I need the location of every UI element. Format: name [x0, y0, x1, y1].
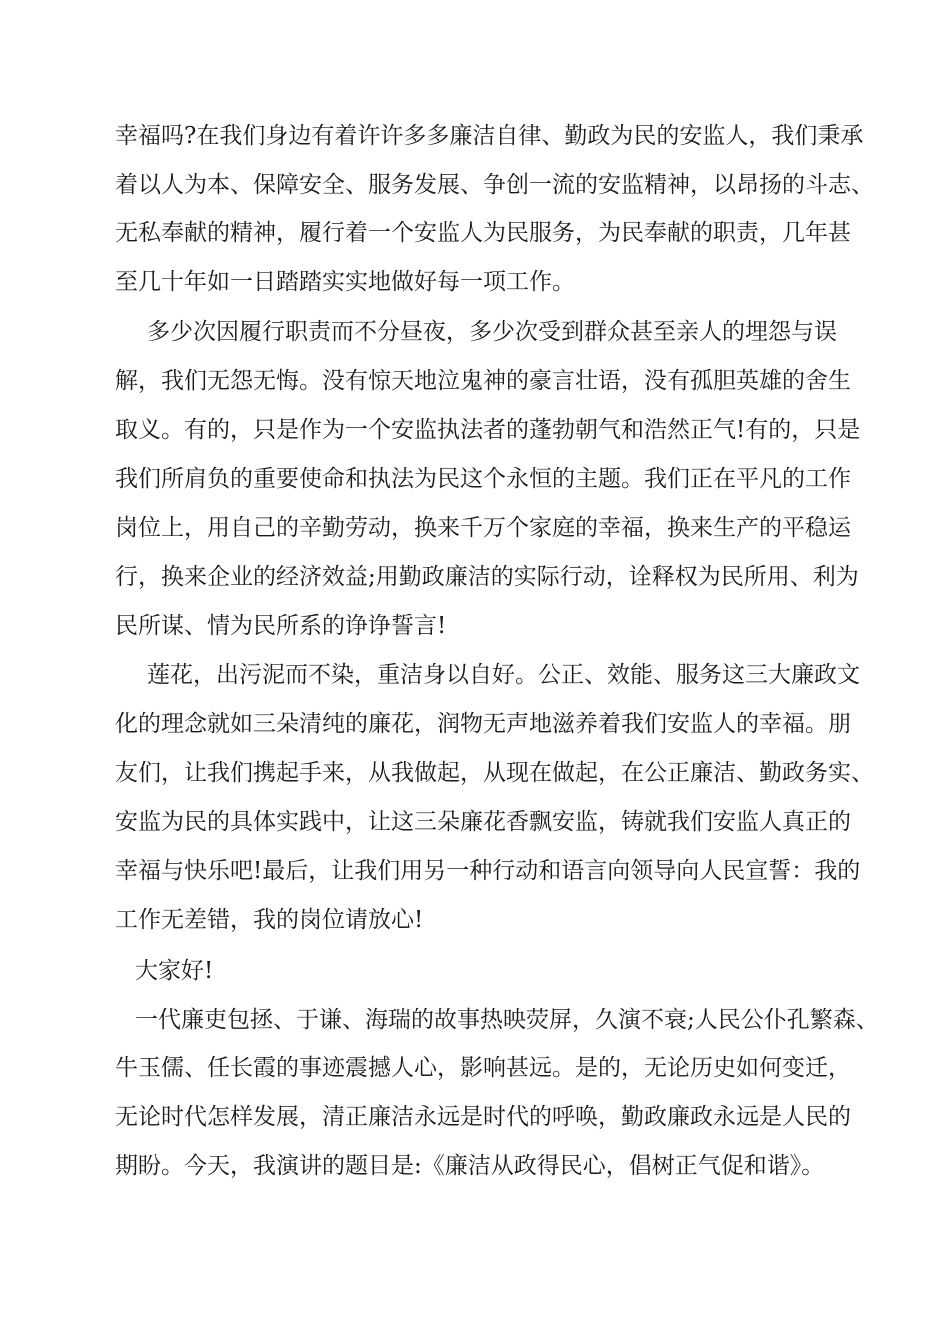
text-line: 取义。有的，只是作为一个安监执法者的蓬勃朝气和浩然正气!有的，只是	[115, 417, 861, 443]
text-line: 牛玉儒、任长霞的事迹震撼人心，影响甚远。是的，无论历史如何变迁，	[115, 1055, 851, 1081]
text-line: 民所谋、情为民所系的诤诤誓言!	[115, 613, 447, 639]
greeting-line: 大家好!	[135, 958, 214, 984]
text-line: 无论时代怎样发展，清正廉洁永远是时代的呼唤，勤政廉政永远是人民的	[115, 1104, 851, 1130]
text-line: 幸福吗?在我们身边有着许许多多廉洁自律、勤政为民的安监人，我们秉承	[115, 123, 864, 149]
text-line: 莲花，出污泥而不染，重洁身以自好。公正、效能、服务这三大廉政文	[147, 662, 860, 688]
text-line: 行，换来企业的经济效益;用勤政廉洁的实际行动，诠释权为民所用、利为	[115, 564, 859, 590]
text-line: 工作无差错，我的岗位请放心!	[115, 907, 424, 933]
text-line: 幸福与快乐吧!最后，让我们用另一种行动和语言向领导向人民宣誓：我的	[115, 858, 861, 884]
text-line: 多少次因履行职责而不分昼夜，多少次受到群众甚至亲人的埋怨与误	[147, 319, 837, 345]
text-line: 岗位上，用自己的辛勤劳动，换来千万个家庭的幸福，换来生产的平稳运	[115, 515, 851, 541]
text-line: 化的理念就如三朵清纯的廉花，润物无声地滋养着我们安监人的幸福。朋	[115, 711, 851, 737]
text-line: 至几十年如一日踏踏实实地做好每一项工作。	[115, 269, 575, 295]
text-line: 期盼。今天，我演讲的题目是:《廉洁从政得民心，倡树正气促和谐》。	[115, 1153, 825, 1179]
text-line: 友们，让我们携起手来，从我做起，从现在做起，在公正廉洁、勤政务实、	[115, 760, 874, 786]
text-line: 无私奉献的精神，履行着一个安监人为民服务，为民奉献的职责，几年甚	[115, 220, 851, 246]
text-line: 着以人为本、保障安全、服务发展、争创一流的安监精神，以昂扬的斗志、	[115, 172, 874, 198]
text-line: 一代廉吏包拯、于谦、海瑞的故事热映荧屏，久演不衰;人民公仆孔繁森、	[135, 1007, 879, 1033]
text-line: 安监为民的具体实践中，让这三朵廉花香飘安监，铸就我们安监人真正的	[115, 809, 851, 835]
text-line: 解，我们无怨无悔。没有惊天地泣鬼神的豪言壮语，没有孤胆英雄的舍生	[115, 368, 851, 394]
text-line: 我们所肩负的重要使命和执法为民这个永恒的主题。我们正在平凡的工作	[115, 466, 851, 492]
